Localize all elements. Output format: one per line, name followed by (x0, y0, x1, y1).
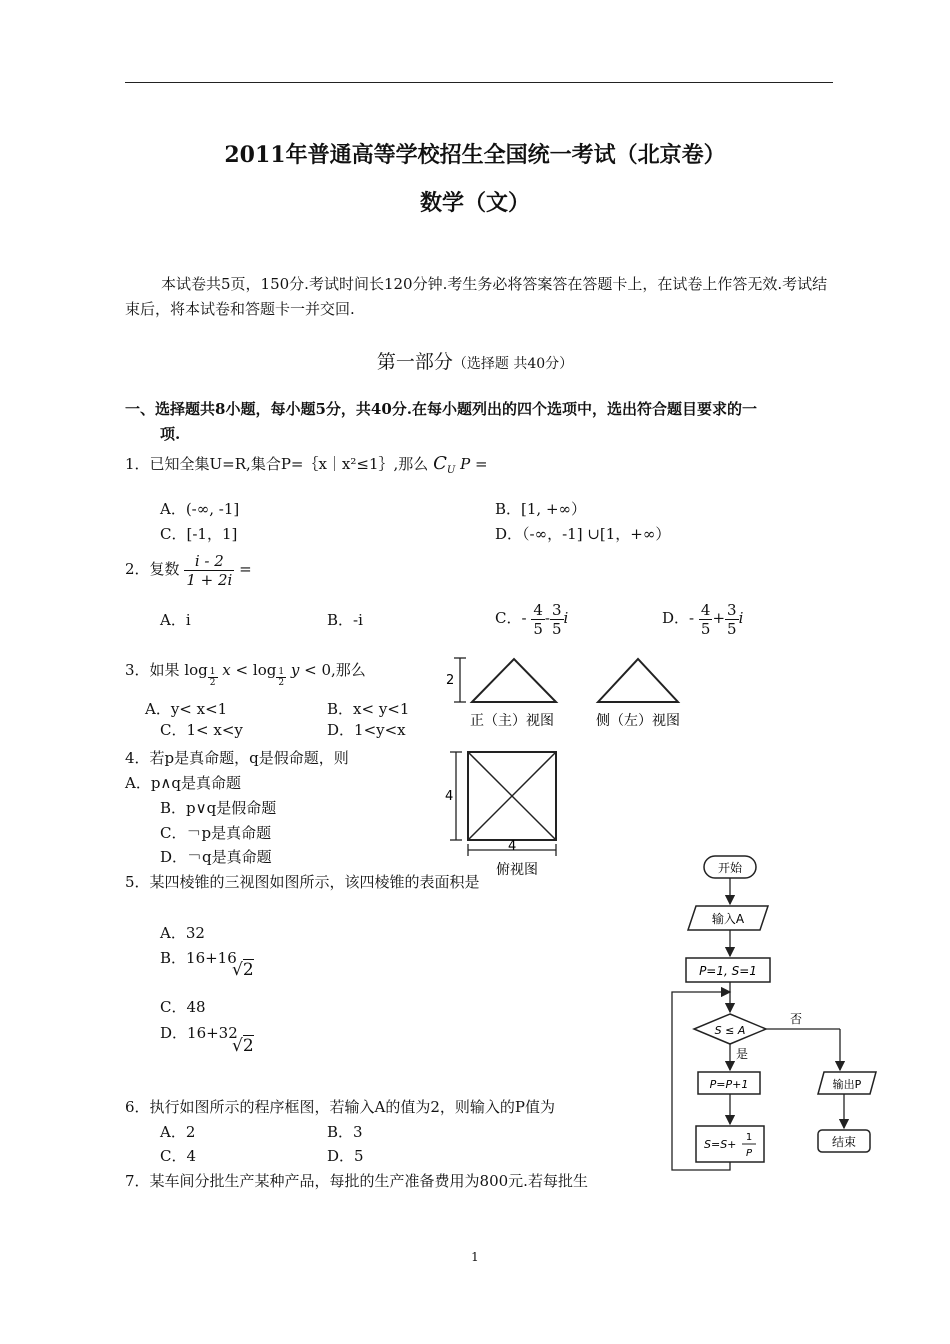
q3-base2 (276, 667, 286, 688)
q3-log2: log (252, 661, 277, 679)
question-4: 4．若p是真命题，q是假命题，则 (125, 749, 349, 767)
part-note: （选择题 共40分） (452, 356, 574, 372)
q1-option-d: D．（-∞，-1] ∪[1，+∞） (495, 525, 671, 543)
q2-option-c (495, 598, 568, 638)
q3-option-c: C．1< x<y (160, 721, 243, 739)
flow-output-label: 输出P (832, 1078, 862, 1091)
flow-condition-label: S ≤ A (714, 1024, 746, 1037)
q2d-tail: i (738, 609, 744, 627)
q3-x: x (222, 661, 231, 679)
flow-step-s-num: 1 (745, 1132, 753, 1143)
top-rule (125, 82, 833, 83)
q4-option-a: A．p∧q是真命题 (125, 774, 242, 792)
q4-option-c: C．￢p是真命题 (160, 824, 272, 842)
q2d-frac1 (699, 601, 713, 638)
side-view-label: 侧（左）视图 (596, 713, 680, 729)
flow-step-s-den: P (745, 1148, 753, 1159)
q6-option-d: D．5 (327, 1147, 364, 1165)
q5-b-sqrt-sym: √ (232, 960, 243, 980)
question-7: 7．某车间分批生产某种产品，每批的生产准备费用为800元.若每批生 (125, 1172, 588, 1190)
side-view-triangle (598, 659, 678, 702)
flow-start-label: 开始 (717, 861, 743, 875)
q3-base2-den: 2 (278, 678, 285, 688)
q1-option-b: B．[1, +∞） (495, 500, 587, 518)
question-2 (125, 549, 252, 589)
q5-b-sqrt (232, 959, 254, 981)
question-1-sub: U (446, 465, 456, 476)
q4-option-d: D．￢q是真命题 (160, 848, 272, 866)
q2-denominator: 1 + 2i (186, 570, 233, 589)
q5-b-sqrt-val: 2 (242, 960, 254, 980)
q2-numerator: i - 2 (184, 552, 234, 571)
question-2-stem: 2．复数 (125, 560, 180, 578)
q6-option-b: B．3 (327, 1123, 363, 1141)
question-1-stem: 1．已知全集U=R,集合P=｛x｜x²≤1｝,那么 (125, 455, 429, 473)
q2c-frac2 (550, 601, 564, 638)
top-width-label: 4 (508, 839, 517, 854)
q3-base1 (208, 667, 218, 688)
q5-option-a: A．32 (160, 924, 205, 942)
question-3 (125, 650, 366, 690)
q2-option-d (662, 598, 743, 638)
front-view-triangle (472, 659, 556, 702)
question-5: 5．某四棱锥的三视图如图所示，该四棱锥的表面积是 (125, 873, 480, 891)
flow-yes-label: 是 (736, 1047, 749, 1061)
exam-subtitle: 数学（文） (419, 190, 530, 216)
flow-step-p-label: P=P+1 (709, 1078, 749, 1091)
q2d-mid: + (712, 609, 726, 627)
q3-option-a: A．y< x<1 (145, 700, 228, 718)
q3-after: 那么 (335, 661, 366, 679)
q2c-mid: - (544, 609, 550, 627)
q3-base1-den: 2 (209, 678, 216, 688)
q5-d-sqrt (232, 1035, 254, 1057)
q3-base1-num: 1 (209, 667, 216, 677)
top-side-label: 4 (445, 789, 454, 804)
q4-option-b: B．p∨q是假命题 (160, 799, 277, 817)
flow-end-label: 结束 (831, 1135, 857, 1149)
q3-y: y (290, 661, 300, 679)
exam-title: 2011年普通高等学校招生全国统一考试（北京卷） (224, 142, 726, 168)
flow-init-label: P=1, S=1 (699, 964, 757, 978)
part-title: 第一部分 (376, 351, 453, 373)
section-heading: 一、选择题共8小题，每小题5分，共40分.在每小题列出的四个选项中，选出符合题目要求的一 (125, 400, 757, 418)
section-heading-cont: 项. (160, 425, 181, 443)
q3-tail: < 0, (304, 661, 336, 679)
question-1-complement: C (433, 453, 447, 474)
flow-step-s-label: S=S+ (704, 1138, 737, 1151)
q2c-f2-num: 3 (551, 600, 562, 619)
q2c-f1-num: 4 (533, 600, 543, 619)
q2c-frac1 (531, 601, 545, 638)
flow-input-label: 输入A (711, 912, 745, 926)
question-3-stem: 3．如果 (125, 661, 180, 679)
q2d-frac2 (725, 601, 739, 638)
q5-option-d: D．16+32 (160, 1024, 238, 1042)
q2-option-a: A．i (160, 611, 191, 629)
question-1-math: P = (460, 455, 488, 473)
q3-option-b: B．x< y<1 (327, 700, 410, 718)
front-height-label: 2 (446, 673, 455, 688)
flow-no-label: 否 (790, 1012, 803, 1026)
q3-option-d: D．1<y<x (327, 721, 406, 739)
q2d-f1-num: 4 (700, 600, 711, 619)
q3-lt: < (235, 661, 249, 679)
q2-option-b: B．-i (327, 611, 363, 629)
flowchart-figure (660, 850, 900, 1180)
front-view-label: 正（主）视图 (470, 713, 554, 729)
q2d-f2-num: 3 (727, 600, 737, 619)
q5-d-sqrt-val: 2 (242, 1036, 254, 1056)
q3-base2-num: 1 (278, 667, 285, 677)
q2d-f2-den: 5 (727, 619, 737, 638)
page-number: 1 (471, 1250, 479, 1264)
top-view-label: 俯视图 (496, 862, 538, 878)
q2-option-c-label: C．- (495, 609, 527, 627)
q2-option-d-label: D．- (662, 609, 695, 627)
question-1 (125, 453, 488, 482)
q2-equals: = (239, 560, 252, 578)
q5-option-c: C．48 (160, 998, 206, 1016)
q2d-f1-den: 5 (700, 619, 711, 638)
q1-option-a: A．(-∞, -1] (160, 500, 240, 518)
intro-paragraph: 本试卷共5页，150分.考试时间长120分钟.考生务必将答案答在答题卡上，在试卷上作答无效.考试结束后，将本试卷和答题卡一并交回. (125, 275, 828, 318)
q1-option-c: C．[-1，1] (160, 525, 238, 543)
question-2-fraction (184, 552, 234, 589)
q3-log1: log (184, 661, 208, 679)
q5-d-sqrt-sym: √ (232, 1036, 243, 1056)
q5-option-b: B．16+16 (160, 949, 237, 967)
part-heading (0, 347, 950, 374)
q6-option-a: A．2 (160, 1123, 196, 1141)
question-6: 6．执行如图所示的程序框图，若输入A的值为2，则输入的P值为 (125, 1098, 556, 1116)
q2c-f2-den: 5 (551, 619, 562, 638)
q2c-tail: i (563, 609, 569, 627)
q6-option-c: C．4 (160, 1147, 197, 1165)
q2c-f1-den: 5 (533, 619, 543, 638)
